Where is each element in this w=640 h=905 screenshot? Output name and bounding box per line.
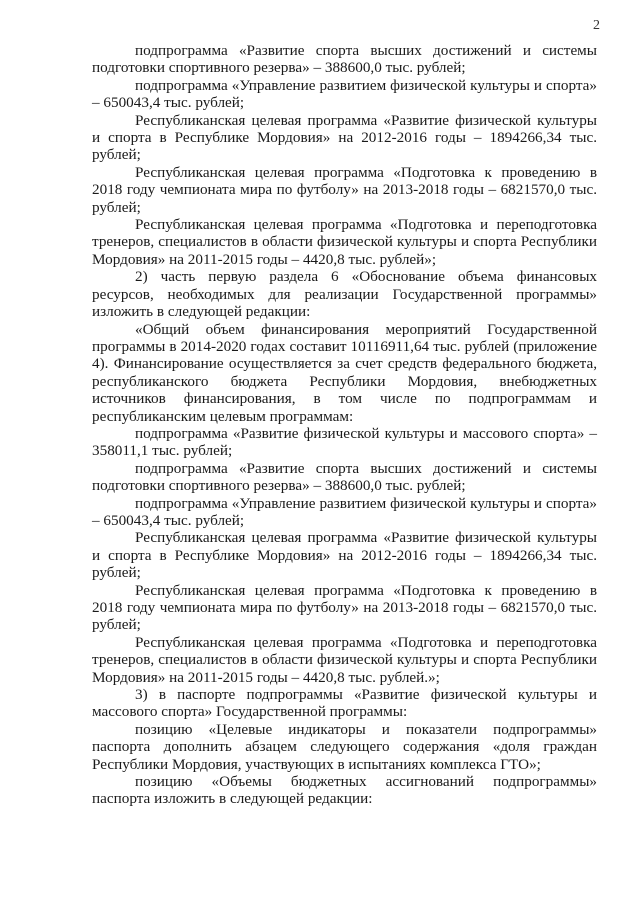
paragraph: 3) в паспорте подпрограммы «Развитие физической культуры и массового спорта» Государственной программы: (92, 686, 597, 721)
paragraph: 2) часть первую раздела 6 «Обоснование объема финансовых ресурсов, необходимых для реализации Государственной программы» изложить в следующей редакции: (92, 268, 597, 321)
document-body (92, 42, 597, 808)
paragraph: позицию «Целевые индикаторы и показатели подпрограммы» паспорта дополнить абзацем следующего содержания «доля граждан Республики Мордовия, участвующих в испытаниях комплекса ГТО»; (92, 720, 597, 773)
page-number: 2 (593, 18, 600, 33)
paragraph: Республиканская целевая программа «Подготовка к проведению в 2018 году чемпионата мира по футболу» на 2013-2018 годы – 6821570,0 тыс. рублей; (92, 581, 597, 634)
paragraph: Республиканская целевая программа «Подготовка и переподготовка тренеров, специалистов в области физической культуры и спорта Республики Мордовия» на 2011-2015 годы – 4420,8 тыс. рублей.»; (92, 633, 597, 686)
paragraph: подпрограмма «Развитие спорта высших достижений и системы подготовки спортивного резерва» – 388600,0 тыс. рублей; (92, 459, 597, 495)
paragraph: подпрограмма «Управление развитием физической культуры и спорта» – 650043,4 тыс. рублей; (92, 494, 597, 529)
paragraph: Республиканская целевая программа «Подготовка и переподготовка тренеров, специалистов в области физической культуры и спорта Республики Мордовия» на 2011-2015 годы – 4420,8 тыс. рублей»; (92, 216, 597, 268)
paragraph: подпрограмма «Развитие спорта высших достижений и системы подготовки спортивного резерва» – 388600,0 тыс. рублей; (92, 42, 597, 77)
paragraph: подпрограмма «Развитие физической культуры и массового спорта» – 358011,1 тыс. рублей; (92, 424, 597, 460)
paragraph: подпрограмма «Управление развитием физической культуры и спорта» – 650043,4 тыс. рублей; (92, 76, 597, 112)
paragraph: «Общий объем финансирования мероприятий Государственной программы в 2014-2020 годах составит 10116911,64 тыс. рублей (приложение 4). Финансирование осуществляется за счет средств федерального бюджета, республиканского бюджета Республики Мордовия, внебюджетных источников финансирования, в том числе по подпрограммам и республиканским целевым программам: (92, 320, 597, 425)
paragraph: Республиканская целевая программа «Развитие физической культуры и спорта в Республике Мордовия» на 2012-2016 годы – 1894266,34 тыс. рублей; (92, 529, 597, 582)
paragraph: Республиканская целевая программа «Развитие физической культуры и спорта в Республике Мордовия» на 2012-2016 годы – 1894266,34 тыс. рублей; (92, 111, 597, 164)
paragraph: позицию «Объемы бюджетных ассигнований подпрограммы» паспорта изложить в следующей редакции: (92, 773, 597, 808)
paragraph: Республиканская целевая программа «Подготовка к проведению в 2018 году чемпионата мира по футболу» на 2013-2018 годы – 6821570,0 тыс. рублей; (92, 163, 597, 216)
